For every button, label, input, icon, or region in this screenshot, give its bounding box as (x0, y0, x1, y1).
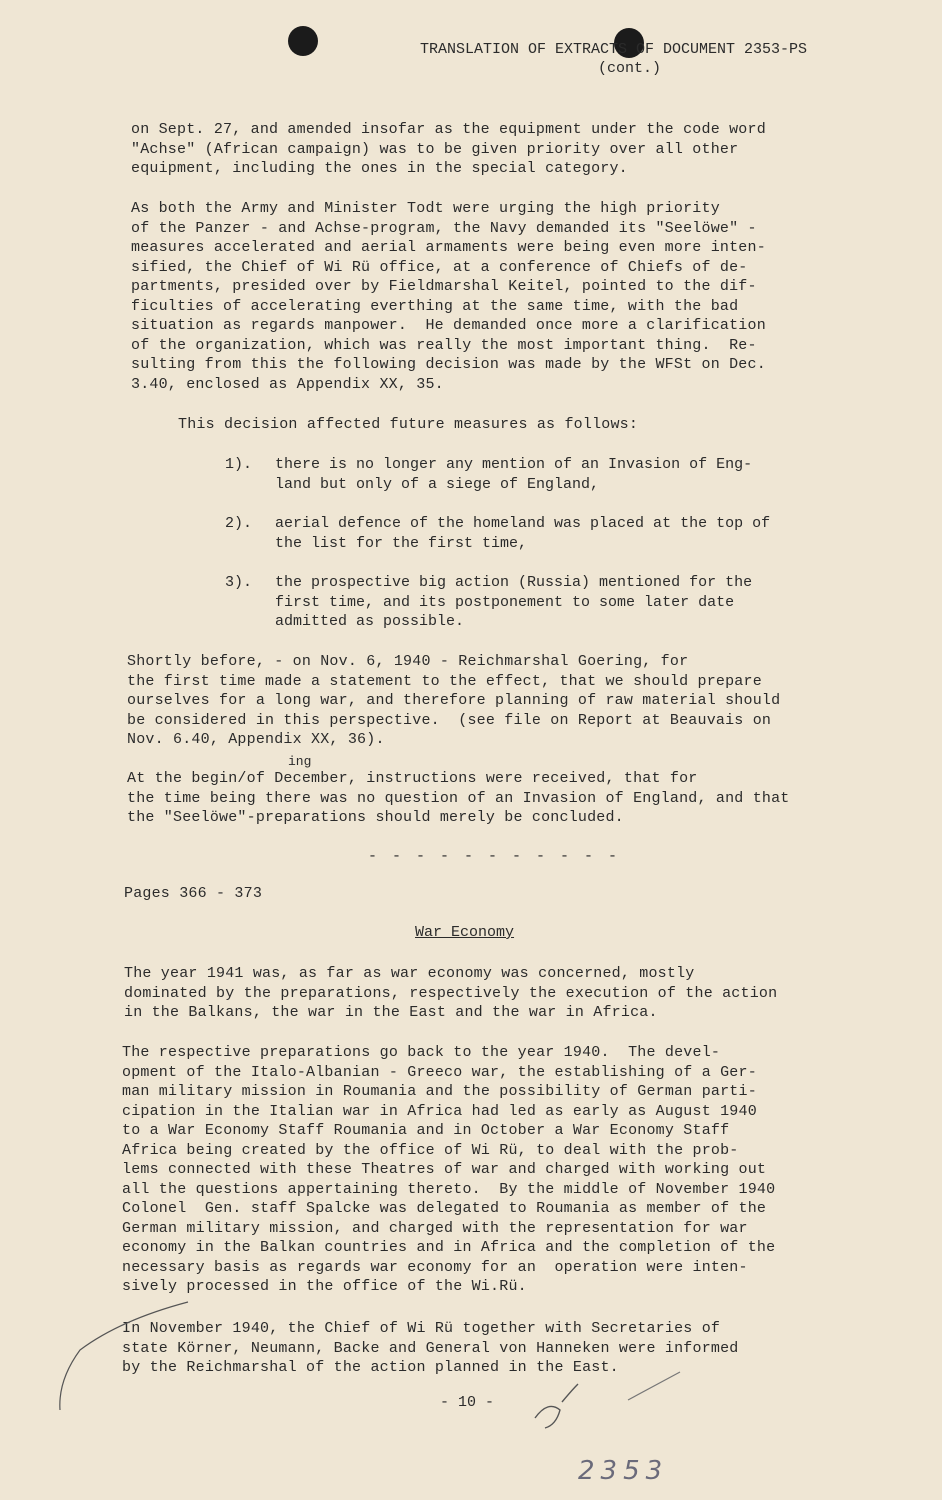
handwritten-document-number: 2353 (578, 1456, 669, 1486)
paragraph-8: In November 1940, the Chief of Wi Rü together with Secretaries of state Körner, Neumann, Backe and General von Hanneken were informed by the Reichmarshal of the action planned in the East. (122, 1320, 739, 1376)
header-title: TRANSLATION OF EXTRACTS OF DOCUMENT 2353-PS (420, 41, 808, 58)
paragraph-4: Shortly before, - on Nov. 6, 1940 - Reichmarshal Goering, for the first time made a statement to the effect, that we should prepare ourselves for a long war, and therefore planning of raw material should be considered in this perspective. (see file on Report at Beauvais on Nov. 6.40, Appendix XX, 36). (127, 653, 781, 748)
list-item-text: there is no longer any mention of an Invasion of Eng- land but only of a siege of England, (275, 456, 753, 493)
list-item-text: the prospective big action (Russia) mentioned for the first time, and its postponement to some later date admitted as possible. (275, 574, 753, 630)
paragraph-5: At the begin/of December, instructions were received, that for the time being there was no question of an Invasion of England, and that the "Seelöwe"-preparations should merely be concluded. (127, 770, 790, 826)
list-item-number: 1). (225, 456, 253, 473)
paragraph-1: on Sept. 27, and amended insofar as the equipment under the code word "Achse" (African campaign) was to be given priority over all other equipment, including the ones in the special category. (131, 121, 766, 177)
pencil-bracket-mark (60, 1302, 188, 1410)
header-cont: (cont.) (598, 60, 662, 77)
handwritten-insert: ing (288, 754, 312, 769)
paragraph-2: As both the Army and Minister Todt were urging the high priority of the Panzer - and Achse-program, the Navy demanded its "Seelöwe" - measures accelerated and aerial armaments were being even more inten- sified, the Chief of Wi Rü office, at a conference of Chiefs of de- partments, presided over by Fieldmarshal Keitel, pointed to the dif- ficulties of accelerating everthing at the same time, with the bad situation as regards manpower. He demanded once more a clarification of the organization, which was really the most important thing. Re- sulting from this the following decision was made by the WFSt on Dec. 3.40, enclosed as Appendix XX, 35. (131, 200, 766, 393)
list-item-number: 2). (225, 515, 253, 532)
paragraph-3: This decision affected future measures as follows: (178, 416, 639, 433)
paragraph-7: The respective preparations go back to the year 1940. The devel- opment of the Italo-Albanian - Greeco war, the establishing of a Ger- man military mission in Roumania and the possibility of German parti- cipation in the Italian war in Africa had led as early as August 1940 to a War Economy Staff Roumania and in October a War Economy Staff Africa being created by the office of Wi Rü, to deal with the prob- lems connected with these Theatres of war and charged with working out all the questions appertaining thereto. By the middle of November 1940 Colonel Gen. staff Spalcke was delegated to Roumania as member of the German military mission, and charged with the representation for war economy in the Balkan countries and in Africa and the completion of the necessary basis as regards war economy for an operation were inten- sively processed in the office of the Wi.Rü. (122, 1044, 776, 1295)
page-number: - 10 - (440, 1394, 495, 1411)
list-item-text: aerial defence of the homeland was placed at the top of the list for the first time, (275, 515, 771, 552)
pencil-slash-mark (628, 1372, 680, 1400)
section-heading: War Economy (415, 924, 515, 941)
paragraph-6: The year 1941 was, as far as war economy was concerned, mostly dominated by the preparations, respectively the execution of the action in the Balkans, the war in the East and the war in Africa. (124, 965, 778, 1021)
pages-reference: Pages 366 - 373 (124, 885, 263, 902)
list-item-number: 3). (225, 574, 253, 591)
handwritten-initials (535, 1384, 578, 1428)
section-separator: - - - - - - - - - - - (368, 848, 621, 865)
